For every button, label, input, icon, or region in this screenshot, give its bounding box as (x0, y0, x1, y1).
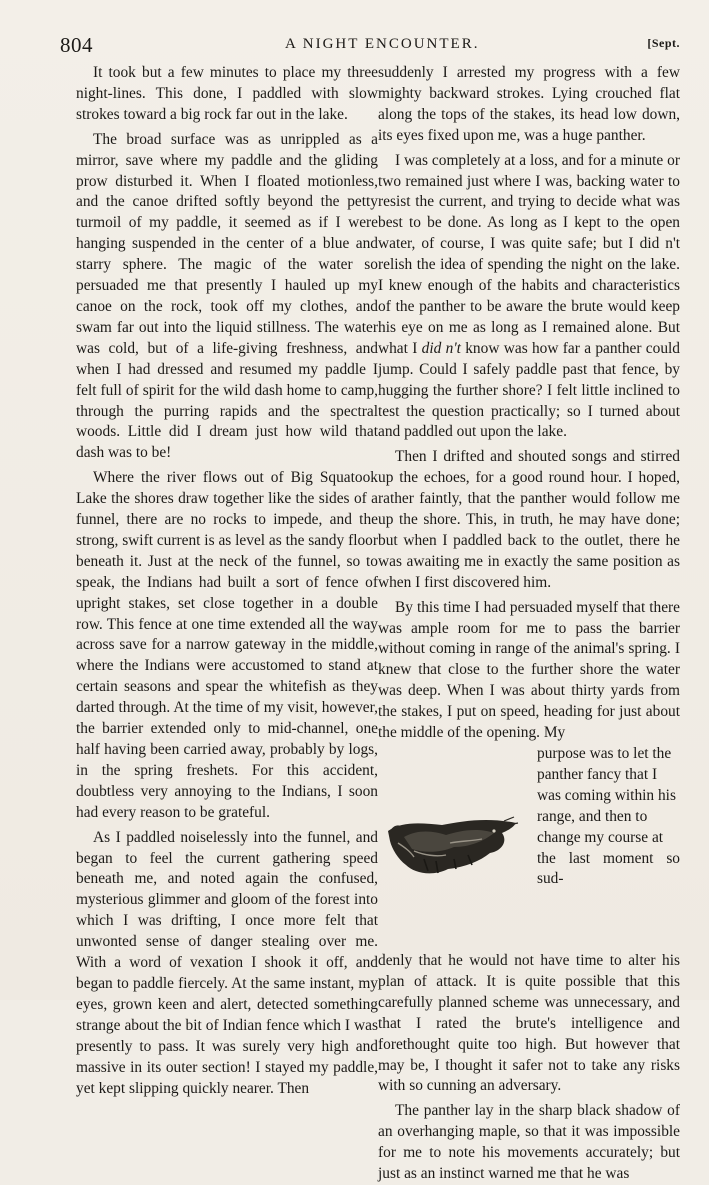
paragraph: By this time I had persuaded myself that there was ample room for me to pass the barrier without coming in range of the animal's spring. I knew that close to the further shore the water was deep. When I was about thirty yards from the stakes, I put on speed, heading for just about the middle of the opening. My (378, 598, 680, 742)
panther-sketch-illustration (384, 807, 520, 883)
paragraph (378, 151, 680, 444)
text-line: the last moment so sud- (537, 849, 680, 888)
page-header (60, 33, 680, 59)
paragraph: Where the river flows out of Big Squatook Lake the shores draw together like the sides of a funnel, there are no rocks to impede, and the strong, swift current is as level as the sandy floor beneath it. Just at the neck of the funnel, so to speak, the Indians had built a sort of fence of upright stakes, set close together in a double row. This fence at one time extended all the way across save for a narrow gateway in the middle, where the Indians were accustomed to stand at certain seasons and spear the whitefish as they darted through. At the time of my visit, however, the barrier extended only to mid-channel, one half having been carried away, probably by logs, in the spring freshets. For this accident, doubtless very annoying to the Indians, I soon had every reason to be grateful. (76, 469, 378, 821)
paragraph-text: I was completely at a loss, and for a minute or two remained just where I was, backing water to resist the current, and trying to decide what was best to be done. As long as I kept to the open water, of course, I was quite safe; but I did n't relish the idea of spending the night on the lake. I knew enough of the habits and characteristics of the panther to be aware the brute would keep his eye on me as long as I remained alone. But what I (378, 151, 680, 357)
text-line: change my course at (537, 828, 664, 846)
page-number: 804 (60, 33, 93, 57)
wrapped-figure-block (378, 744, 680, 951)
paragraph-continuation: denly that he would not have time to alter his plan of attack. It is quite possible that this carefully planned scheme was unnecessary, and that I rated the brute's intelligence and forethought quite too high. But however that may be, I thought it safer not to take any risks with so cunning an adversary. (378, 952, 680, 1095)
paragraph: The broad surface was as unrippled as a mirror, save where my paddle and the gliding prow disturbed it. When I floated motionless, and the canoe drifted softly beyond the petty turmoil of my paddle, it seemed as if I were hanging suspended in the center of a blue and starry sphere. The magic of the water so persuaded me that presently I hauled up my canoe on the rock, took off my clothes, and swam far out into the liquid stillness. The water was cold, but of a life-giving freshness, and when I had dressed and resumed my paddle I felt full of spirit for the wild dash home to camp, through the purring rapids and the spectral woods. Little did I dream just how wild that dash was to be! (76, 130, 378, 462)
running-month: [Sept. (647, 36, 680, 50)
paragraph: It took but a few minutes to place my three night-lines. This done, I paddled with slow strokes toward a big rock far out in the lake. (76, 64, 378, 123)
paragraph-text: know was how far a panther could jump. Could I safely paddle past that fence, by hugging the further shore? I felt little inclined to test the question practically; so I turned about and paddled out upon the lake. (378, 339, 680, 441)
left-column (76, 63, 378, 1099)
paragraph: As I paddled noiselessly into the funnel, and began to feel the current gathering speed beneath me, and noted again the confused, mysterious glimmer and gloom of the forest into which I was drifting, I once more felt that unwonted sense of danger stealing over me. With a word of vexation I shook it off, and began to paddle fiercely. At the same instant, my eyes, grown keen and alert, detected something strange about the bit of Indian fence which I was presently to pass. It was surely very high and massive in its outer section! I stayed my paddle, yet kept slipping quickly nearer. Then (76, 828, 378, 1097)
text-line: was coming within his (537, 786, 676, 804)
text-line: purpose was to let the (537, 745, 672, 762)
italic-text: did n't (421, 339, 461, 357)
text-line: range, and then to (537, 807, 648, 825)
right-column (378, 63, 680, 1185)
paragraph: The panther lay in the sharp black shadow of an overhanging maple, so that it was impossible for me to note his movements accurately; but just as an instinct warned me that he was (378, 1102, 680, 1183)
running-title: A NIGHT ENCOUNTER. (285, 36, 480, 52)
paragraph: Then I drifted and shouted songs and stirred up the echoes, for a good round hour. I hoped, rather faintly, that the panther would follow me up the shore. This, in truth, he may have done; but when I paddled back to the outlet, there he was awaiting me in exactly the same position as when I first discovered him. (378, 448, 680, 591)
paragraph-continuation: suddenly I arrested my progress with a few mighty backward strokes. Lying crouched flat along the tops of the stakes, its head low down, its eyes fixed upon me, was a huge panther. (378, 64, 680, 144)
wrapped-text (537, 744, 680, 890)
text-line: panther fancy that I (537, 765, 658, 783)
